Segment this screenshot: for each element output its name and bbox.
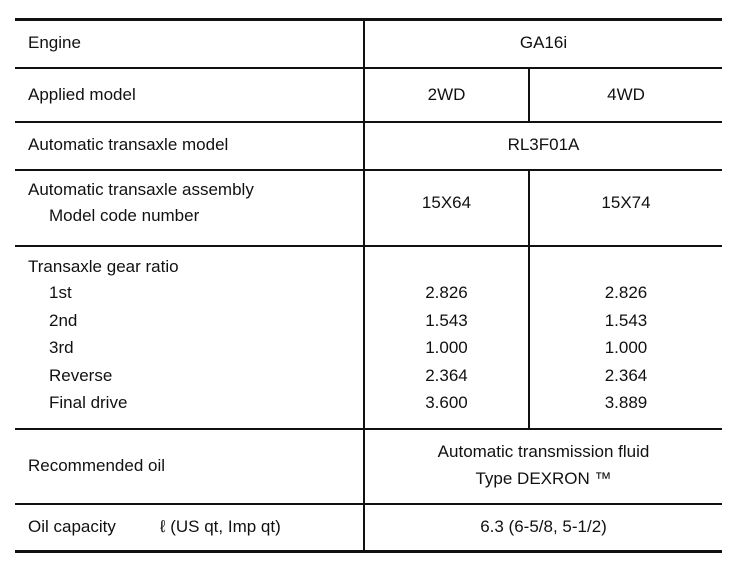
gear-label: Final drive — [49, 393, 128, 412]
gear-value-4wd: 1.000 — [604, 338, 648, 357]
table-bottom-rule — [15, 550, 722, 553]
row-divider — [15, 245, 722, 247]
applied-model-4wd: 4WD — [607, 85, 645, 104]
gear-value-2wd: 2.826 — [425, 283, 468, 302]
assembly-code-2wd: 15X64 — [421, 193, 472, 212]
transaxle-model-label: Automatic transaxle model — [28, 135, 229, 154]
engine-value: GA16i — [519, 33, 568, 52]
recommended-oil-line2: Type DEXRON ™ — [475, 469, 612, 488]
recommended-oil-line1: Automatic transmission fluid — [437, 442, 650, 461]
transaxle-model-value: RL3F01A — [507, 135, 580, 154]
spec-table — [15, 18, 722, 553]
applied-model-label: Applied model — [28, 85, 136, 104]
engine-label: Engine — [28, 33, 81, 52]
gear-value-2wd: 2.364 — [425, 365, 468, 385]
gear-label: 1st — [49, 283, 72, 302]
gear-value-4wd: 3.889 — [604, 393, 648, 412]
row-divider — [15, 428, 722, 430]
recommended-oil-label: Recommended oil — [28, 456, 166, 475]
row-divider — [15, 503, 722, 505]
gear-ratio-labels — [15, 279, 127, 417]
assembly-code-4wd: 15X74 — [601, 193, 651, 212]
gear-label: 3rd — [49, 338, 74, 357]
gear-value-4wd: 2.364 — [604, 365, 648, 385]
gear-ratio-2wd-values — [365, 279, 528, 417]
oil-capacity-value: 6.3 (6-5/8, 5-1/2) — [480, 517, 607, 536]
gear-label: 2nd — [49, 310, 78, 330]
assembly-label-line1: Automatic transaxle assembly — [28, 180, 254, 199]
gear-ratio-4wd-values — [530, 279, 722, 417]
row-divider — [15, 121, 722, 123]
gear-value-2wd: 1.543 — [425, 310, 468, 330]
oil-capacity-label: Oil capacity — [28, 517, 116, 536]
gear-value-4wd: 2.826 — [604, 283, 648, 302]
gear-value-2wd: 3.600 — [425, 393, 468, 412]
oil-capacity-unit: ℓ (US qt, Imp qt) — [160, 517, 281, 536]
gear-label: Reverse — [49, 365, 113, 385]
row-divider — [15, 169, 722, 171]
gear-value-4wd: 1.543 — [604, 310, 648, 330]
gear-value-2wd: 1.000 — [425, 338, 468, 357]
gear-ratio-title: Transaxle gear ratio — [28, 257, 179, 276]
assembly-label-line2: Model code number — [49, 206, 200, 225]
applied-model-2wd: 2WD — [427, 85, 466, 104]
table-top-rule — [15, 18, 722, 21]
row-divider — [15, 67, 722, 69]
